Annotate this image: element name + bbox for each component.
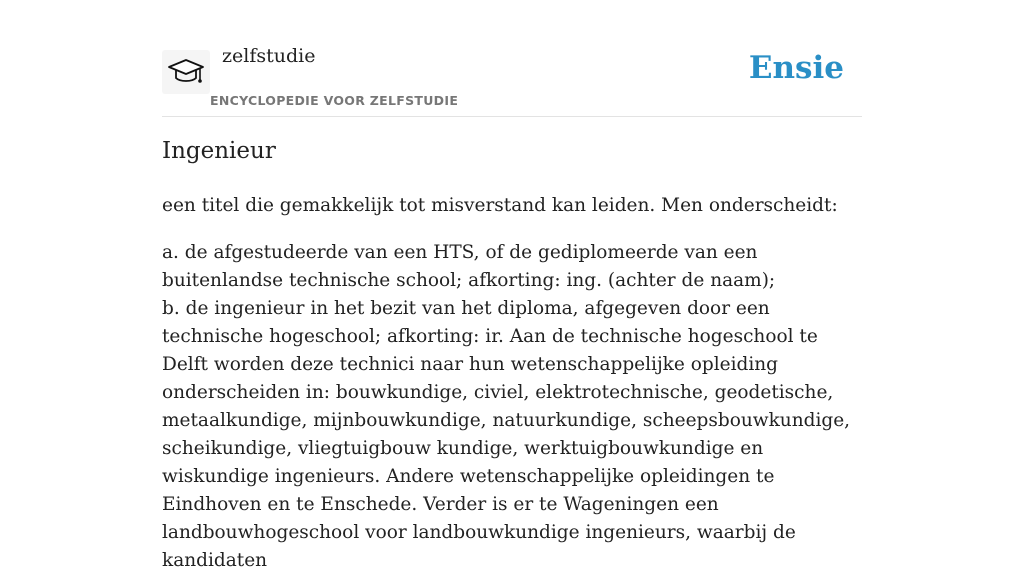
- site-name[interactable]: zelfstudie: [222, 45, 316, 67]
- article-title: Ingenieur: [162, 138, 276, 164]
- article-intro: een titel die gemakkelijk tot misverstand kan leiden. Men onderscheidt:: [162, 195, 838, 216]
- site-tagline: ENCYCLOPEDIE VOOR ZELFSTUDIE: [210, 93, 459, 108]
- site-header: [162, 40, 862, 117]
- article-body: [162, 192, 862, 575]
- definition-item-a: a. de afgestudeerde van een HTS, of de gediplomeerde van een buitenlandse technische school; afkorting: ing. (achter de naam);: [162, 242, 776, 291]
- site-logo[interactable]: [162, 50, 210, 94]
- definition-item-b: b. de ingenieur in het bezit van het diploma, afgegeven door een technische hogeschool; afkorting: ir. Aan de technische hogeschool te Delft worden deze technici naar hun wetenschappelijke opleiding onderscheiden in: bouwkundige, civiel, elektrotechnische, geodetische, metaalkundige, mijnbouwkundige, natuurkundige, scheepsbouwkundige, scheikundige, vliegtuigbouw kundige, werktuigbouwkundige en wiskundige ingenieurs. Andere wetenschappelijke opleidingen te Eindhoven en te Enschede. Verder is er te Wageningen een landbouwhogeschool voor landbouwkundige ingenieurs, waarbij de kandidaten: [162, 298, 851, 571]
- brand-logo[interactable]: Ensie: [748, 50, 844, 86]
